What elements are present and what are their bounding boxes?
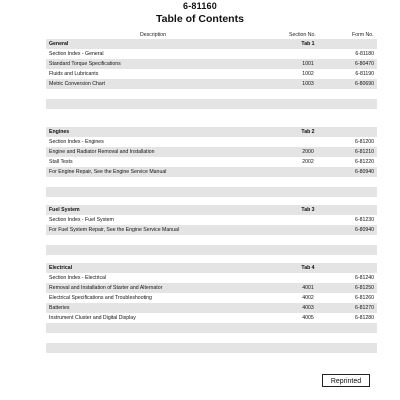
toc-row-description: Fluids and Lubricants [49, 71, 99, 77]
column-header-section-no: Section No. [289, 32, 316, 38]
page-title: Table of Contents [156, 13, 244, 25]
toc-sections [46, 39, 377, 353]
toc-row-description: Section Index - Engines [49, 139, 104, 145]
toc-row-description: Engine and Radiator Removal and Installation [49, 149, 155, 155]
toc-row-section-no: 1002 [302, 71, 314, 77]
toc-row-description: Section Index - Electrical [49, 275, 107, 281]
toc-row-form-no: 6-81260 [354, 295, 374, 301]
reprinted-stamp: Reprinted [322, 374, 370, 387]
section-heading: Fuel System [49, 207, 80, 213]
toc-row-description: Removal and Installation of Starter and Alternator [49, 285, 163, 291]
toc-row [46, 59, 377, 69]
blank-row [46, 245, 377, 255]
section-heading: Electrical [49, 265, 73, 271]
toc-row-description: Stall Tests [49, 159, 73, 165]
toc-section [46, 127, 377, 197]
blank-row [46, 323, 377, 333]
section-tab: Tab 2 [301, 129, 315, 135]
toc-row-form-no: 6-81200 [354, 139, 374, 145]
toc-row [46, 147, 377, 157]
toc-row-form-no: 6-80940 [354, 227, 374, 233]
document-number: 6-81160 [183, 1, 217, 11]
toc-row [46, 303, 377, 313]
toc-row-section-no: 4001 [302, 285, 314, 291]
toc-row-description: Metric Conversion Chart [49, 81, 105, 87]
toc-row [46, 273, 377, 283]
toc-row-form-no: 6-80470 [354, 61, 374, 67]
toc-row [46, 49, 377, 59]
toc-row-description: Section Index - Fuel System [49, 217, 114, 223]
toc-row-description: Batteries [49, 305, 70, 311]
toc-row-form-no: 6-80690 [354, 81, 374, 87]
toc-row [46, 69, 377, 79]
toc-row [46, 283, 377, 293]
column-header-description: Description [140, 32, 166, 38]
blank-row [46, 187, 377, 197]
toc-row-form-no: 6-81210 [354, 149, 374, 155]
toc-row-description: Instrument Cluster and Digital Display [49, 315, 136, 321]
toc-row [46, 225, 377, 235]
toc-row-form-no: 6-81270 [354, 305, 374, 311]
toc-row-section-no: 4002 [302, 295, 314, 301]
section-heading: General [49, 41, 69, 47]
toc-row [46, 157, 377, 167]
toc-row [46, 215, 377, 225]
section-heading-row [46, 205, 377, 215]
toc-row-description: For Fuel System Repair, See the Engine Service Manual [49, 227, 180, 233]
section-tab: Tab 4 [301, 265, 315, 271]
toc-row [46, 137, 377, 147]
toc-row-section-no: 2002 [302, 159, 314, 165]
toc-row-form-no: 6-81190 [355, 71, 374, 77]
toc-row-form-no: 6-81230 [354, 217, 374, 223]
toc-row-description: For Engine Repair, See the Engine Service Manual [49, 169, 167, 175]
blank-row [46, 99, 377, 109]
toc-row-description: Electrical Specifications and Troubleshooting [49, 295, 152, 301]
section-tab: Tab 1 [301, 41, 315, 47]
section-heading-row [46, 263, 377, 273]
section-spacer [46, 119, 377, 127]
toc-row-form-no: 6-80940 [354, 169, 374, 175]
section-heading-row [46, 39, 377, 49]
toc-section [46, 39, 377, 119]
toc-row-section-no: 2000 [302, 149, 314, 155]
blank-row [46, 343, 377, 353]
toc-row-description: Section Index - General [49, 51, 104, 57]
section-heading: Engines [49, 129, 70, 135]
toc-row-form-no: 6-81180 [355, 51, 374, 57]
toc-row-description: Standard Torque Specifications [49, 61, 121, 67]
column-header-form-no: Form No. [352, 32, 374, 38]
section-heading-row [46, 127, 377, 137]
section-tab: Tab 3 [301, 207, 315, 213]
toc-row [46, 167, 377, 177]
blank-row [46, 89, 377, 99]
toc-row-form-no: 6-81280 [354, 315, 374, 321]
toc-section [46, 263, 377, 353]
section-spacer [46, 197, 377, 205]
toc-row-form-no: 6-81250 [354, 285, 374, 291]
toc-row-form-no: 6-81240 [354, 275, 374, 281]
toc-row-form-no: 6-81220 [354, 159, 374, 165]
blank-row [46, 109, 377, 119]
toc-row [46, 293, 377, 303]
toc-row-section-no: 4003 [302, 305, 314, 311]
toc-row [46, 79, 377, 89]
toc-row-section-no: 4005 [302, 315, 314, 321]
toc-row-section-no: 1001 [302, 61, 314, 67]
blank-row [46, 235, 377, 245]
section-spacer [46, 255, 377, 263]
blank-row [46, 177, 377, 187]
blank-row [46, 333, 377, 343]
toc-section [46, 205, 377, 255]
toc-row [46, 313, 377, 323]
toc-row-section-no: 1003 [302, 81, 314, 87]
